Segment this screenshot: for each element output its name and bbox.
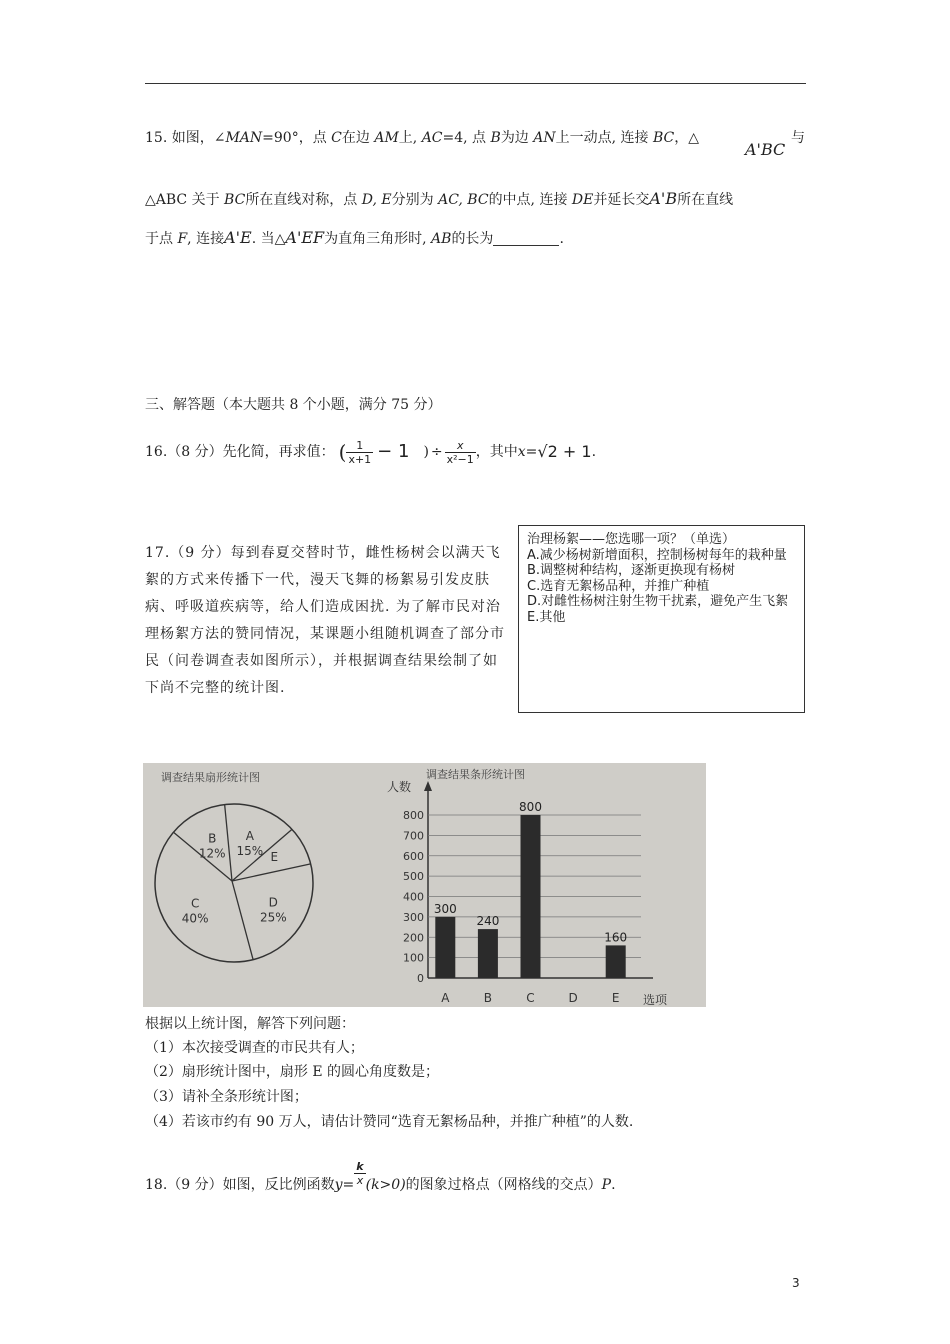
pie-slice-boundary-c <box>232 881 253 960</box>
bar-ytick-label: 200 <box>403 931 424 945</box>
bar-xlabel: 选项 <box>643 993 668 1007</box>
q17-question-3: （3）请补全条形统计图； <box>145 1089 308 1105</box>
bar-y-arrow <box>424 781 432 791</box>
bar-ytick-label: 500 <box>403 870 424 884</box>
pie-percent-a: 15% <box>236 843 264 858</box>
q17-question-1: （1）本次接受调查的市民共有人； <box>145 1040 364 1056</box>
pie-percent-b: 12% <box>198 846 226 861</box>
q18-line: 18.（9 分）如图，反比例函数 y = $\frac{k}{x}$ (k>0) 的图象过格点（网格线的交点） P . <box>145 1160 616 1193</box>
questionnaire-box <box>518 525 805 713</box>
option-e: E.其他 <box>527 609 566 625</box>
bar-category-label-a: A <box>441 991 450 1005</box>
bar-value-label-a: 300 <box>433 901 457 916</box>
questionnaire-title: 治理杨絮——您选哪一项？（单选） <box>527 532 736 547</box>
bar-value-label-e: 160 <box>604 930 628 945</box>
option-b: B.调整树种结构，逐渐更换现有杨树 <box>527 563 736 578</box>
bar-ylabel: 人数 <box>387 780 412 794</box>
option-d: D.对雌性杨树注射生物干扰素，避免产生飞絮 <box>527 594 789 609</box>
bar-chart <box>403 781 653 1005</box>
pie-label-e: E <box>270 850 279 865</box>
pie-chart <box>155 804 313 962</box>
bar-a <box>435 917 455 978</box>
charts-svg <box>143 763 706 1007</box>
q15-line1-end: 与 <box>791 130 805 146</box>
bar-ytick-label: 300 <box>403 910 424 924</box>
q17-paragraph: 17.（9 分）每到春夏交替时节，雌性杨树会以满天飞絮的方式来传播下一代，漫天飞舞的杨絮易引发皮肤病、呼吸道疾病等，给人们造成困扰. 为了解市民对治理杨絮方法的赞同情况，某课题小组随机调查了部分市民（问卷调查表如图所示），并根据调查结果绘制了如下尚不完整的统计图. <box>145 545 505 696</box>
bar-value-label-b: 240 <box>476 914 500 929</box>
bar-chart-title: 调查结果条形统计图 <box>426 768 525 781</box>
section-three-heading: 三、解答题（本大题共 8 个小题，满分 75 分） <box>145 397 442 413</box>
bar-ytick-label: 800 <box>403 809 424 822</box>
q18-fraction: $\frac{k}{x}$ <box>356 1160 364 1187</box>
pie-label-a: A <box>245 828 254 843</box>
bar-ytick-label: 700 <box>403 829 424 843</box>
q17-intro: 根据以上统计图，解答下列问题： <box>145 1016 355 1032</box>
q15-triangle-abc: A'BC <box>745 140 786 159</box>
q15-line1: 15. 如图，∠MAN=90°，点 C在边 AM上, AC=4, 点 B为边 AN上一动点, 连接 BC，△ <box>145 130 700 146</box>
bar-category-label-c: C <box>526 991 535 1005</box>
q16-fraction-2: $\frac{x}{\text{x²−1}}$ <box>446 438 474 466</box>
option-c: C.选育无絮杨品种，并推广种植 <box>527 578 710 594</box>
option-a: A.减少杨树新增面积，控制杨树每年的栽种量 <box>527 547 787 563</box>
header-rule <box>145 83 806 84</box>
page-number: 3 <box>792 1276 800 1290</box>
pie-outline <box>155 804 313 962</box>
q17-question-2: （2）扇形统计图中，扇形 E 的圆心角度数是； <box>145 1064 440 1080</box>
pie-percent-d: 25% <box>259 910 287 925</box>
pie-label-d: D <box>268 895 278 910</box>
bar-ytick-label: 400 <box>403 890 424 904</box>
q17-question-4: （4）若该市约有 90 万人，请估计赞同“选育无絮杨品种，并推广种植”的人数. <box>145 1114 634 1130</box>
bar-value-label-c: 800 <box>519 800 542 814</box>
bar-b <box>478 929 498 978</box>
bar-category-label-b: B <box>483 991 493 1005</box>
statistics-chart-photo <box>143 763 706 1007</box>
q15-line3: 于点 F, 连接A'E. 当△A'EF为直角三角形时, AB的长为 . <box>145 228 564 247</box>
pie-percent-c: 40% <box>181 911 209 926</box>
q16-line: 16.（8 分）先化简，再求值： ( $\frac{1}{x+1}$ − 1 ) ÷ $\frac{x}{\text{x²−1}}$ ，其中 x= √2 + 1 . <box>145 438 597 466</box>
q15-line2: △ABC 关于 BC所在直线对称，点 D, E分别为 AC, BC的中点, 连接 DE并延长交A'B所在直线 <box>145 189 734 208</box>
pie-label-c: C <box>190 896 200 911</box>
answer-blank <box>493 231 559 246</box>
pie-slice-boundary-d <box>232 864 311 881</box>
bar-category-label-d: D <box>568 991 578 1005</box>
q16-fraction-1: $\frac{1}{x+1}$ <box>348 438 372 466</box>
pie-slice-boundary-a <box>225 805 232 881</box>
bar-e <box>606 945 626 978</box>
bar-c <box>521 815 541 978</box>
pie-chart-title: 调查结果扇形统计图 <box>161 771 260 784</box>
bar-ytick-label: 100 <box>403 951 424 965</box>
bar-category-label-e: E <box>611 991 620 1005</box>
bar-ytick-label: 0 <box>417 972 424 985</box>
bar-ytick-label: 600 <box>403 849 424 863</box>
pie-label-b: B <box>208 831 217 846</box>
